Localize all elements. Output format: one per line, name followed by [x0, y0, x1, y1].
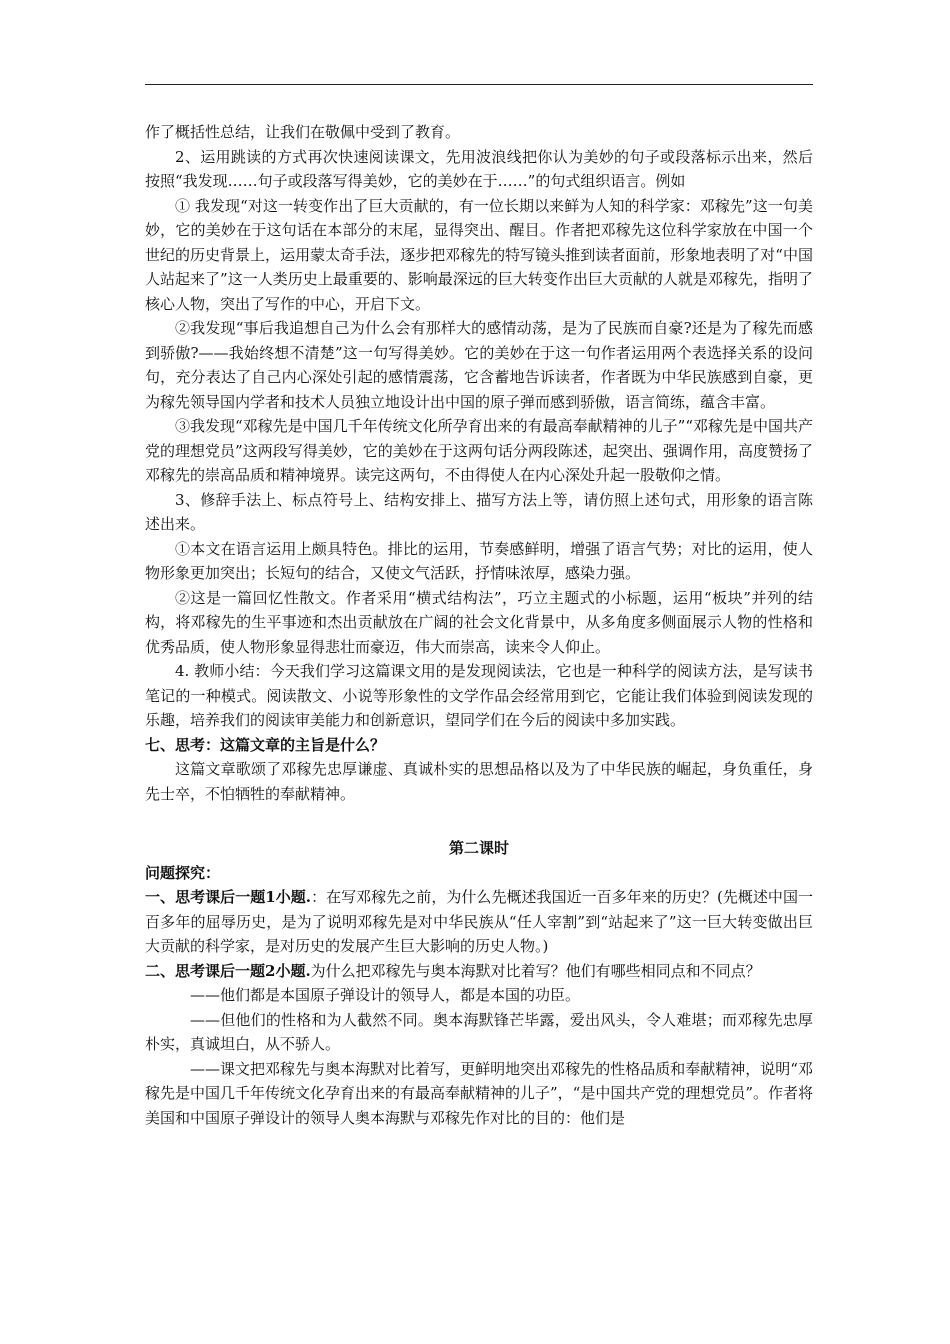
document-body: [145, 120, 813, 1130]
question-1-label: 一、思考课后一题1小题.: [145, 888, 312, 906]
paragraph: ③我发现“邓稼先是中国几千年传统文化所孕育出来的有最高奉献精神的儿子”“邓稼先是中国共产党的理想党员”这两段写得美妙，它的美妙在于这两句话分两段陈述，起突出、强调作用，高度赞扬了邓稼先的崇高品质和精神境界。读完这两句，不由得使人在内心深处升起一股敬仰之情。: [145, 417, 814, 484]
question-1-text: ：在写邓稼先之前，为什么先概述我国近一百多年来的历史？(先概述中国一百多年的屈辱历史，是为了说明邓稼先是对中华民族从“任人宰割”到“站起来了”这一巨大转变做出巨大贡献的科学家，是对历史的发展产生巨大影响的历史人物。): [145, 888, 813, 955]
paragraph: ①本文在语言运用上颇具特色。排比的运用，节奏感鲜明，增强了语言气势；对比的运用，使人物形象更加突出；长短句的结合，又使文气活跃，抒情味浓厚，感染力强。: [145, 539, 813, 582]
question-2: [145, 959, 813, 984]
paragraph: 作了概括性总结，让我们在敬佩中受到了教育。: [145, 123, 461, 141]
question-2-label: 二、思考课后一题2小题.: [145, 961, 311, 980]
paragraph: 4. 教师小结：今天我们学习这篇课文用的是发现阅读法，它也是一种科学的阅读方法，是写读书笔记的一种模式。阅读散文、小说等形象性的文学作品会经常用到它，它能让我们体验到阅读发现的乐趣，培养我们的阅读审美能力和创新意识，望同学们在今后的阅读中多加实践。: [145, 662, 813, 729]
answer-line: ——但他们的性格和为人截然不同。奥本海默锋芒毕露，爱出风头，令人难堪；而邓稼先忠厚朴实，真诚坦白，从不骄人。: [145, 1010, 813, 1053]
header-rule: [145, 84, 813, 85]
paragraph: ②这是一篇回忆性散文。作者采用“横式结构法”，巧立主题式的小标题，运用“板块”并列的结构，将邓稼先的生平事迹和杰出贡献放在广阔的社会文化背景中，从多角度多侧面展示人物的性格和优秀品质，使人物形象显得悲壮而豪迈，伟大而崇高，读来令人仰止。: [145, 588, 813, 656]
lesson-title: 第二课时: [448, 839, 509, 857]
section-heading: 七、思考：这篇文章的主旨是什么？: [145, 735, 386, 754]
paragraph: 这篇文章歌颂了邓稼先忠厚谦虚、真诚朴实的思想品格以及为了中华民族的崛起，身负重任，身先士卒，不怕牺牲的奉献精神。: [145, 760, 813, 803]
answer-line: ——他们都是本国原子弹设计的领导人，都是本国的功臣。: [190, 986, 581, 1004]
paragraph: 3、修辞手法上、标点符号上、结构安排上、描写方法上等，请仿照上述句式，用形象的语言陈述出来。: [145, 490, 813, 533]
paragraph: 2、运用跳读的方式再次快速阅读课文，先用波浪线把你认为美妙的句子或段落标示出来，然后按照“我发现……句子或段落写得美妙，它的美妙在于……”的句式组织语言。例如: [145, 147, 813, 190]
paragraph: ① 我发现“对这一转变作出了巨大贡献的，有一位长期以来鲜为人知的科学家：邓稼先”这一句美妙，它的美妙在于这句话在本部分的末尾，显得突出、醒目。作者把邓稼先这位科学家放在中国一个世纪的历史背景上，运用蒙太奇手法，逐步把邓稼先的特写镜头推到读者面前，形象地表明了对“中国人站起来了”这一人类历史上最重要的、影响最深远的巨大转变作出巨大贡献的人就是邓稼先，指明了核心人物，突出了写作的中心，开启下文。: [145, 196, 813, 313]
question-1: [145, 885, 813, 959]
answer-line: ——课文把邓稼先与奥本海默对比着写，更鲜明地突出邓稼先的性格品质和奉献精神，说明“邓稼先是中国几千年传统文化孕育出来的有最高奉献精神的儿子”，“是中国共产党的理想党员”。作者将美国和中国原子弹设计的领导人奥本海默与邓稼先作对比的目的：他们是: [145, 1059, 814, 1127]
question-2-text: 为什么把邓稼先与奥本海默对比着写？他们有哪些相同点和不同点？: [310, 961, 761, 980]
section-heading: 问题探究：: [145, 863, 221, 882]
paragraph: ②我发现“事后我追想自己为什么会有那样大的感情动荡，是为了民族而自豪?还是为了稼先而感到骄傲?——我始终想不清楚”这一句写得美妙。它的美妙在于这一句作者运用两个表选择关系的设问句，充分表达了自己内心深处引起的感情震荡，它含蓄地告诉读者，作者既为中华民族感到自豪，更为稼先领导国内学者和技术人员独立地设计出中国的原子弹而感到骄傲，语言简练，蕴含丰富。: [145, 319, 813, 411]
